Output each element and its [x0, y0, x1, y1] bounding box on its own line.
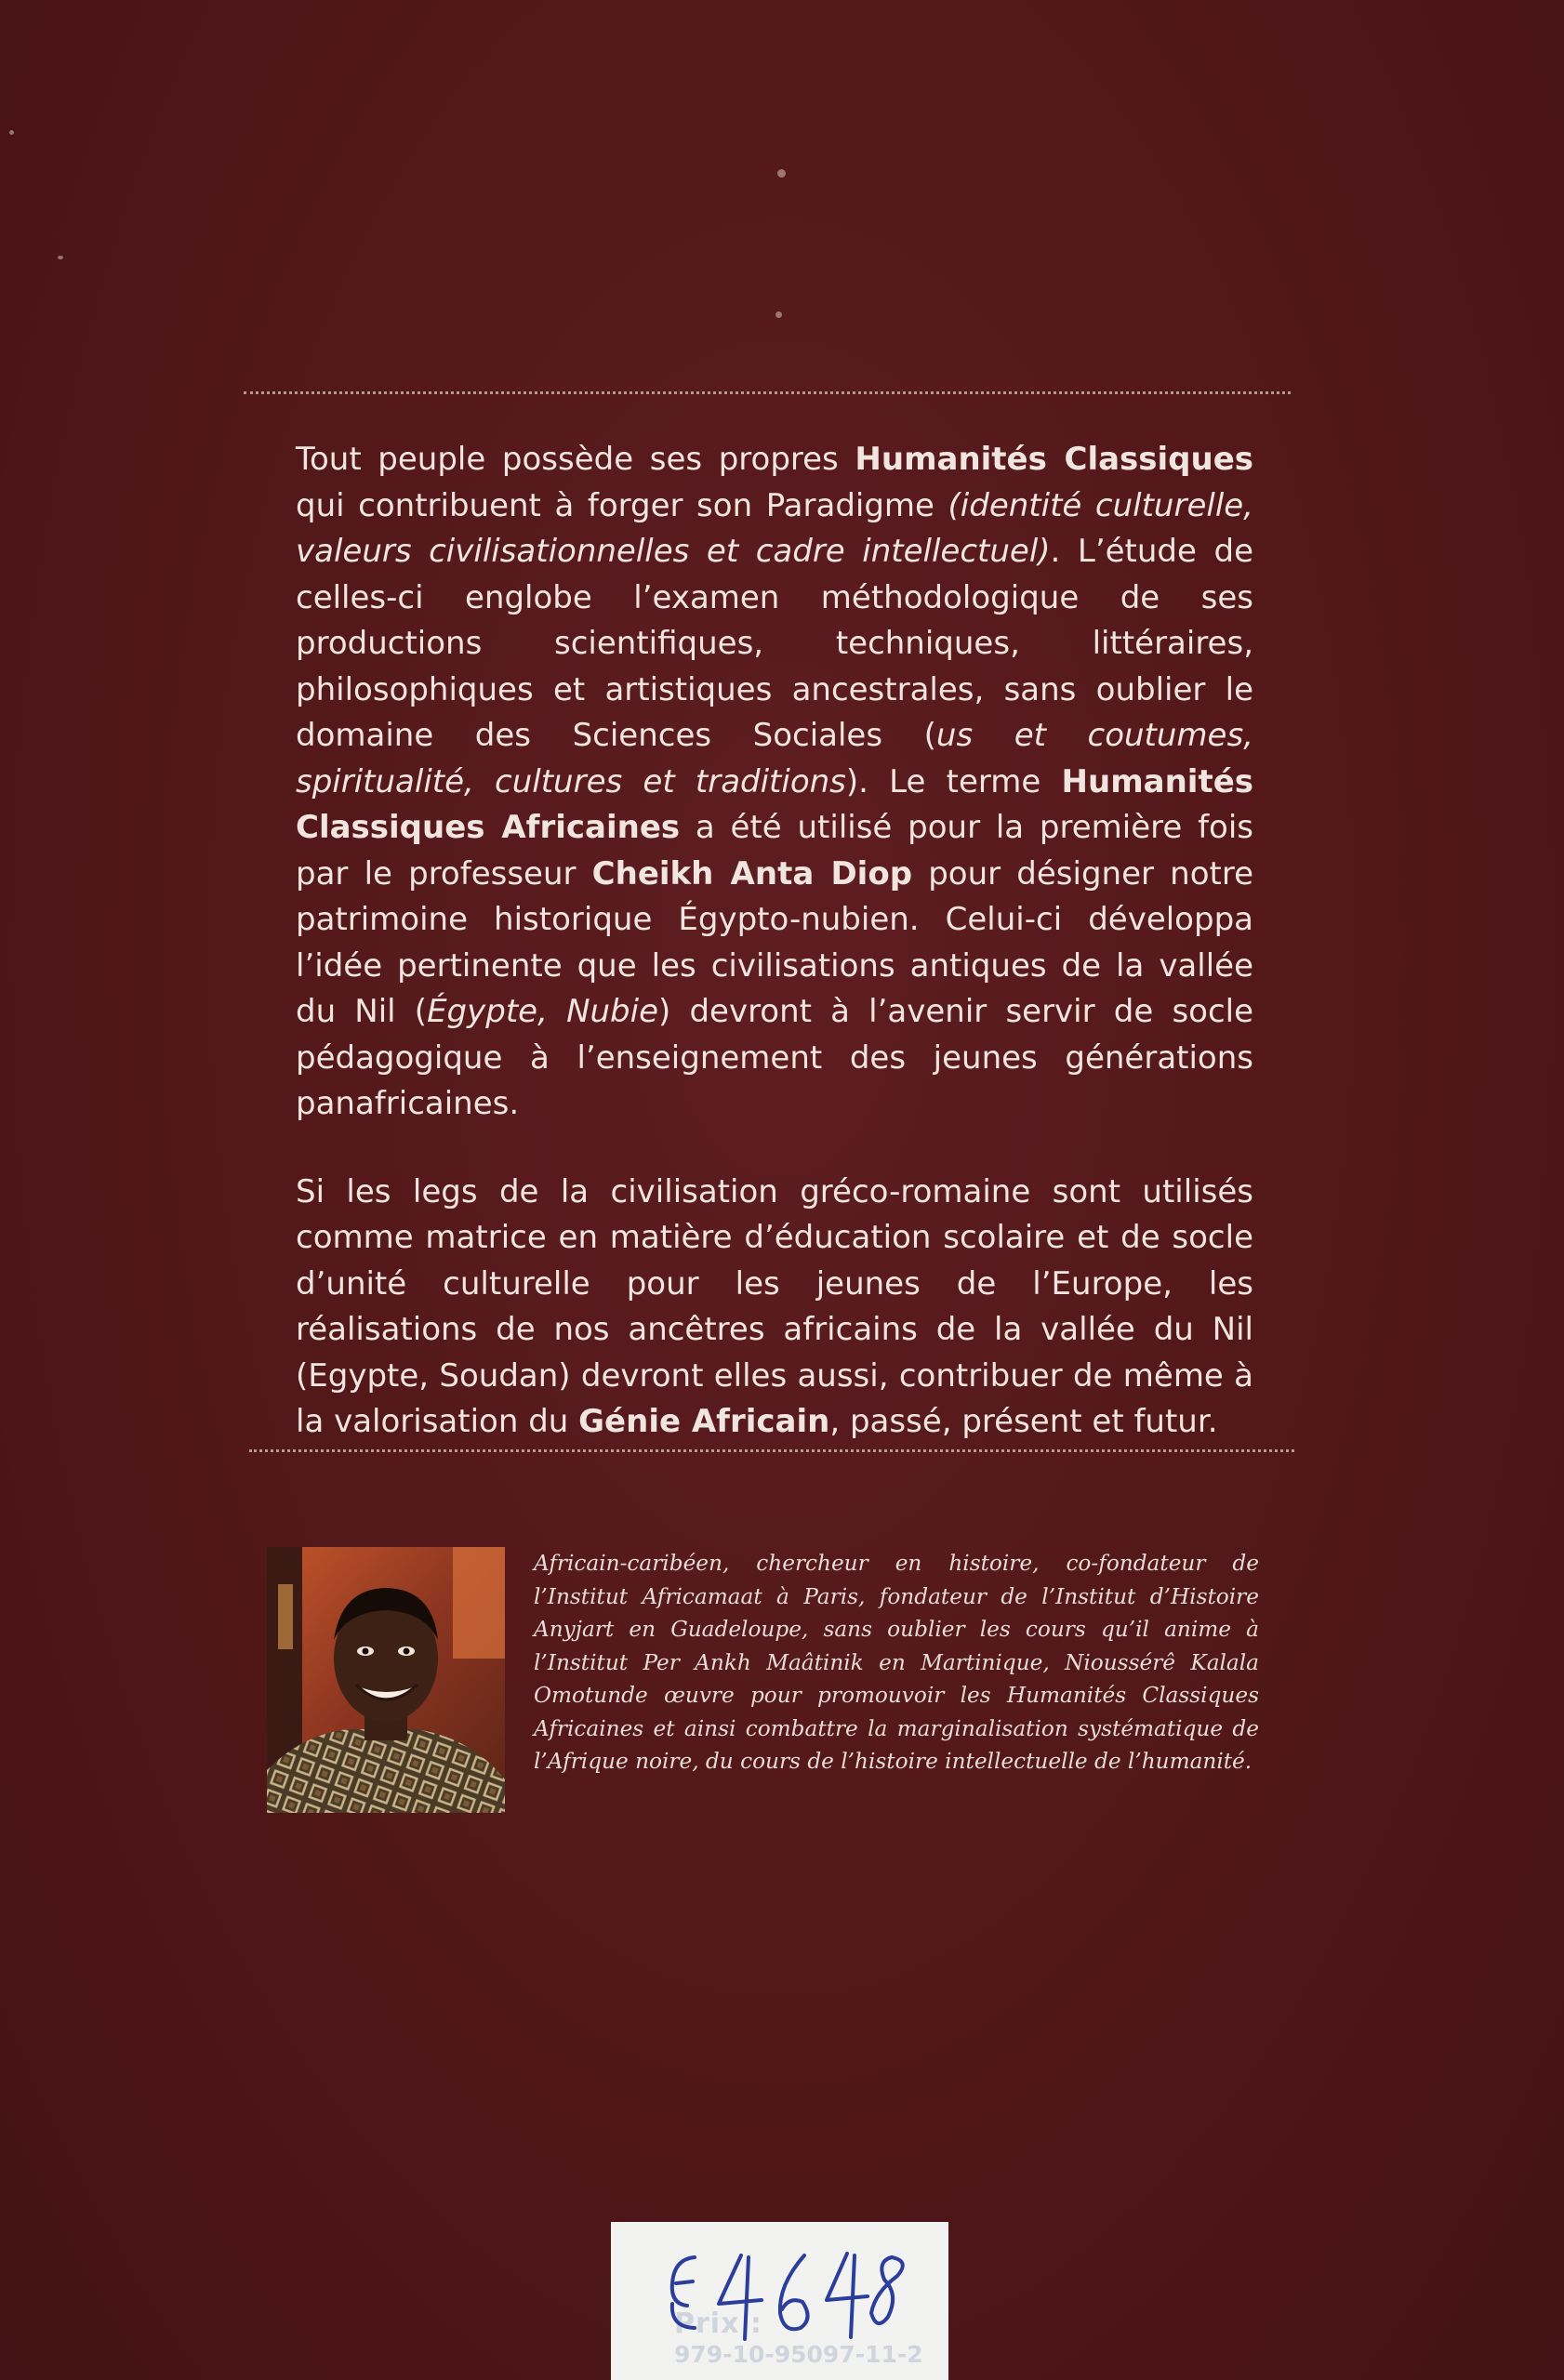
top-divider	[244, 391, 1291, 394]
text-run: Cheikh Anta Diop	[591, 854, 913, 892]
price-label: Prix :	[674, 2307, 762, 2340]
text-run: ) devront à l’avenir servir de socle pédagogique à l’enseignement des jeunes générations panafricaines.	[296, 993, 1254, 1122]
handwritten-inventory-number	[648, 2239, 918, 2350]
text-run: . L’étude de celles-ci englobe l’examen méthodologique de ses productions scientifiques, techniques, littéraires, philosophiques et artistiques ancestrales, sans oublier le domaine des Sciences Sociales (	[296, 533, 1253, 754]
bottom-divider	[249, 1449, 1294, 1452]
text-run: ). Le terme	[845, 762, 1062, 800]
description-paragraph-1	[296, 437, 1253, 1128]
text-run: , passé, présent et futur.	[829, 1403, 1218, 1440]
author-photo	[267, 1547, 505, 1813]
dust-speck	[777, 169, 786, 178]
dust-speck	[9, 130, 14, 135]
text-run: Humanités Classiques	[855, 441, 1254, 478]
price-sticker	[611, 2222, 948, 2380]
text-run: qui contribuent à forger son Paradigme	[296, 486, 948, 524]
text-run: us et coutumes, spiritualité, cultures et traditions	[296, 717, 1253, 800]
description-text	[296, 437, 1253, 1446]
text-run: Égypte, Nubie	[427, 993, 659, 1030]
text-run: Si les legs de la civilisation gréco-romaine sont utilisés comme matrice en matière d’éducation scolaire et de socle d’unité culturelle pour les jeunes de l’Europe, les réalisations de nos ancêtres africains de la vallée du Nil (Egypte, Soudan) devront elles aussi, contribuer de même à la valorisation du	[296, 1172, 1253, 1440]
text-run: Tout peuple possède ses propres	[296, 441, 855, 478]
text-run: (identité culturelle, valeurs civilisationnelles et cadre intellectuel)	[296, 486, 1253, 570]
dust-speck	[775, 311, 782, 318]
isbn-number: 979-10-95097-11-2	[674, 2341, 923, 2368]
author-bio: Africain-caribéen, chercheur en histoire, co-fondateur de l’Institut Africamaat à Paris, fondateur de l’Institut d’Histoire Anyjart en Guadeloupe, sans oublier les cours qu’il anime à l’Institut Per Ankh Maâtinik en Martinique, Nioussérê Kalala Omotunde œuvre pour promouvoir les Humanités Classiques Africaines et ainsi combattre la marginalisation systématique de l’Afrique noire, du cours de l’histoire intellectuelle de l’humanité.	[534, 1551, 1259, 1774]
description-paragraph-2	[296, 1170, 1253, 1446]
text-run: Génie Africain	[578, 1403, 830, 1440]
text-run: a été utilisé pour la première fois par le professeur	[296, 809, 1253, 892]
text-run: Humanités Classiques Africaines	[296, 762, 1253, 846]
dust-speck	[58, 256, 63, 259]
text-run: pour désigner notre patrimoine historique Égypto-nubien. Celui-ci développa l’idée pertinente que les civilisations antiques de la vallée du Nil (	[296, 854, 1253, 1030]
